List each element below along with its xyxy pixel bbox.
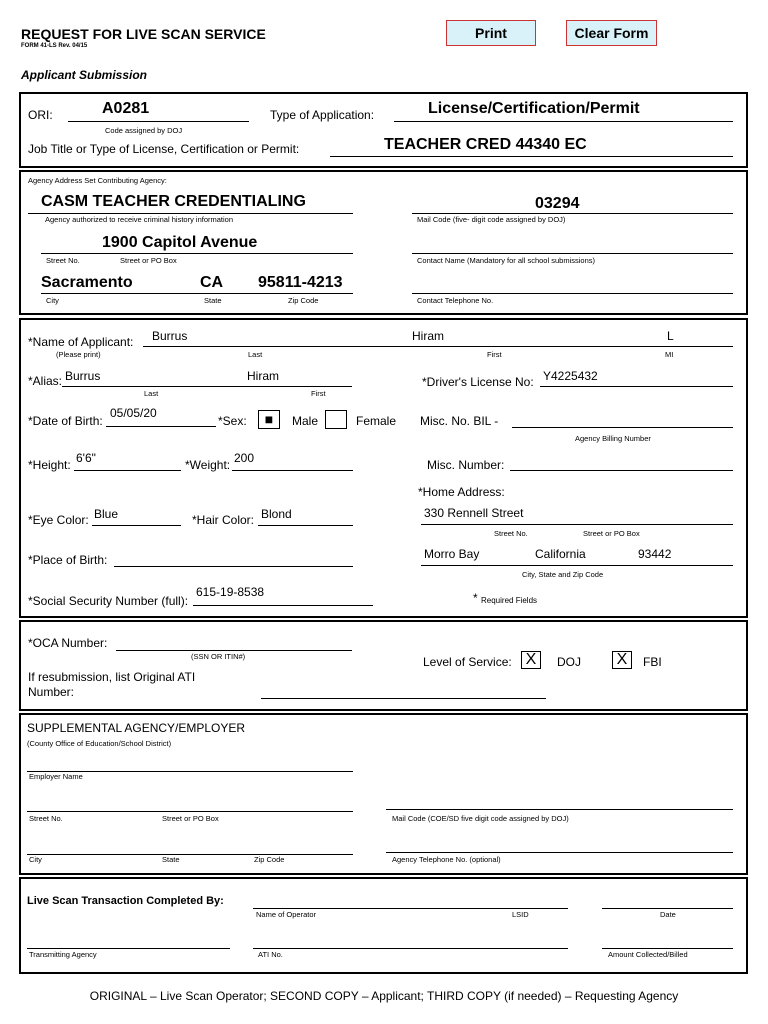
supp-street-line (27, 811, 353, 812)
ori-line (68, 121, 249, 122)
supp-zip-sub: Zip Code (254, 855, 285, 864)
agency-street[interactable]: 1900 Capitol Avenue (102, 234, 258, 251)
doj-checkbox[interactable]: X (521, 651, 541, 669)
mail-code-line (412, 213, 733, 214)
footer-copies: ORIGINAL – Live Scan Operator; SECOND COPY – Applicant; THIRD COPY (if needed) – Requesting Agency (89, 989, 679, 1003)
middle-initial[interactable]: L (667, 329, 674, 343)
mi-sub: MI (665, 350, 674, 359)
fbi-checkbox[interactable]: X (612, 651, 632, 669)
ori-value[interactable]: A0281 (102, 100, 150, 117)
city-sub: City (46, 296, 59, 305)
ori-label: ORI: (28, 108, 53, 122)
please-print: (Please print) (56, 350, 101, 359)
eye-line (92, 525, 181, 526)
hair-value[interactable]: Blond (261, 507, 292, 521)
state-sub: State (204, 296, 222, 305)
supp-phone-sub: Agency Telephone No. (optional) (392, 855, 501, 864)
agency-city[interactable]: Sacramento (41, 274, 133, 291)
weight-label: *Weight: (185, 458, 231, 472)
alias-last[interactable]: Burrus (65, 369, 101, 383)
amount-line (602, 948, 733, 949)
misc-num-line (510, 470, 733, 471)
hair-line (258, 525, 353, 526)
home-state[interactable]: California (535, 547, 586, 561)
agency-name-line (28, 213, 353, 214)
ori-sub: Code assigned by DOJ (105, 126, 183, 135)
date-sub: Date (660, 910, 676, 919)
name-label: *Name of Applicant: (28, 335, 134, 349)
livescan-title: Live Scan Transaction Completed By: (27, 895, 224, 907)
supp-street-sub: Street or PO Box (162, 814, 219, 823)
male-checkbox[interactable]: ■ (258, 410, 280, 429)
supplemental-section (19, 713, 748, 875)
height-label: *Height: (28, 458, 71, 472)
supp-state-sub: State (162, 855, 180, 864)
alias-line (62, 386, 352, 387)
home-city[interactable]: Morro Bay (424, 547, 480, 561)
pob-line (114, 566, 353, 567)
employer-sub: Employer Name (29, 772, 83, 781)
date-line (602, 908, 733, 909)
misc-bil-label: Misc. No. BIL - (420, 414, 499, 428)
ssn-value[interactable]: 615-19-8538 (196, 585, 265, 599)
contact-line (412, 253, 733, 254)
required-fields-label: Required Fields (481, 596, 538, 605)
contact-sub: Contact Name (Mandatory for all school submissions) (417, 256, 595, 265)
required-star: * (473, 591, 478, 605)
job-label: Job Title or Type of License, Certification or Permit: (28, 142, 300, 156)
height-value[interactable]: 6'6" (76, 451, 96, 465)
livescan-section (19, 877, 748, 974)
supp-street-no-sub: Street No. (29, 814, 63, 823)
last-sub: Last (248, 350, 263, 359)
resubmission-label-2: Number: (28, 685, 75, 699)
weight-value[interactable]: 200 (234, 451, 255, 465)
male-label: Male (292, 414, 319, 428)
home-street-sub: Street or PO Box (583, 529, 640, 538)
eye-value[interactable]: Blue (94, 507, 119, 521)
applicant-section (19, 318, 748, 618)
home-street[interactable]: 330 Rennell Street (424, 506, 524, 520)
phone-line (412, 293, 733, 294)
first-sub: First (487, 350, 502, 359)
doj-label: DOJ (557, 655, 581, 669)
type-line (394, 121, 733, 122)
amount-sub: Amount Collected/Billed (608, 950, 688, 959)
supp-city-line (27, 854, 353, 855)
home-csz-line (421, 565, 733, 566)
ssn-line (193, 605, 373, 606)
operator-sub: Name of Operator (256, 910, 317, 919)
sex-label: *Sex: (218, 414, 247, 428)
street-line (41, 253, 353, 254)
ati-line (261, 698, 546, 699)
agency-state[interactable]: CA (200, 274, 224, 291)
alias-label: *Alias: (28, 374, 63, 388)
supp-phone-line (386, 852, 733, 853)
section-title: Applicant Submission (21, 68, 148, 82)
dob-value[interactable]: 05/05/20 (110, 406, 157, 420)
oca-line (116, 650, 352, 651)
fbi-label: FBI (643, 655, 662, 669)
female-label: Female (356, 414, 397, 428)
city-line (41, 293, 353, 294)
job-value[interactable]: TEACHER CRED 44340 EC (384, 136, 587, 153)
home-address-label: *Home Address: (418, 485, 505, 499)
alias-first-sub: First (311, 389, 326, 398)
transmitting-sub: Transmitting Agency (29, 950, 97, 959)
mail-code-sub: Mail Code (five- digit code assigned by DOJ) (417, 215, 566, 224)
type-value[interactable]: License/Certification/Permit (428, 100, 640, 117)
name-line (143, 346, 733, 347)
female-checkbox[interactable] (325, 410, 347, 429)
dl-line (540, 386, 733, 387)
agency-zip[interactable]: 95811-4213 (258, 274, 343, 291)
zip-sub: Zip Code (288, 296, 319, 305)
level-of-service-label: Level of Service: (423, 655, 512, 669)
dl-value[interactable]: Y4225432 (543, 369, 598, 383)
street-sub: Street or PO Box (120, 256, 177, 265)
clear-form-button[interactable]: Clear Form (566, 20, 657, 46)
agency-name-sub: Agency authorized to receive criminal history information (45, 215, 234, 224)
alias-last-sub: Last (144, 389, 159, 398)
eye-label: *Eye Color: (28, 513, 89, 527)
weight-line (232, 470, 353, 471)
dl-label: *Driver's License No: (422, 375, 534, 389)
ati-no-sub: ATI No. (258, 950, 283, 959)
ssn-label: *Social Security Number (full): (28, 594, 189, 608)
supplemental-sub: (County Office of Education/School District) (27, 739, 172, 748)
agency-name[interactable]: CASM TEACHER CREDENTIALING (41, 193, 306, 210)
form-title: REQUEST FOR LIVE SCAN SERVICE (21, 26, 266, 42)
first-name[interactable]: Hiram (412, 329, 444, 343)
billing-sub: Agency Billing Number (575, 434, 651, 443)
home-street-line (421, 524, 733, 525)
supplemental-title: SUPPLEMENTAL AGENCY/EMPLOYER (27, 721, 246, 735)
ati-no-line (253, 948, 568, 949)
supp-city-sub: City (29, 855, 42, 864)
print-button[interactable]: Print (446, 20, 536, 46)
street-no-sub: Street No. (46, 256, 80, 265)
phone-sub: Contact Telephone No. (417, 296, 494, 305)
type-label: Type of Application: (270, 108, 375, 122)
dob-label: *Date of Birth: (28, 414, 103, 428)
transmitting-line (27, 948, 230, 949)
resubmission-label-1: If resubmission, list Original ATI (28, 670, 196, 684)
oca-label: *OCA Number: (28, 636, 108, 650)
supp-mail-line (386, 809, 733, 810)
form-number: FORM 41-LS Rev. 04/15 (21, 43, 88, 49)
csz-sub: City, State and Zip Code (522, 570, 604, 579)
last-name[interactable]: Burrus (152, 329, 188, 343)
operator-line (253, 908, 568, 909)
job-line (330, 156, 733, 157)
height-line (74, 470, 181, 471)
misc-num-label: Misc. Number: (427, 458, 505, 472)
dob-line (106, 426, 216, 427)
hair-label: *Hair Color: (192, 513, 255, 527)
home-street-no-sub: Street No. (494, 529, 528, 538)
misc-bil-line (512, 427, 733, 428)
supp-mail-sub: Mail Code (COE/SD five digit code assigned by DOJ) (392, 814, 569, 823)
ssn-itin-note: (SSN OR ITIN#) (191, 652, 246, 661)
mail-code-value[interactable]: 03294 (535, 195, 580, 212)
lsid-sub: LSID (512, 910, 529, 919)
home-zip[interactable]: 93442 (638, 547, 672, 561)
agency-header: Agency Address Set Contributing Agency: (28, 176, 167, 185)
pob-label: *Place of Birth: (28, 553, 108, 567)
alias-first[interactable]: Hiram (247, 369, 279, 383)
